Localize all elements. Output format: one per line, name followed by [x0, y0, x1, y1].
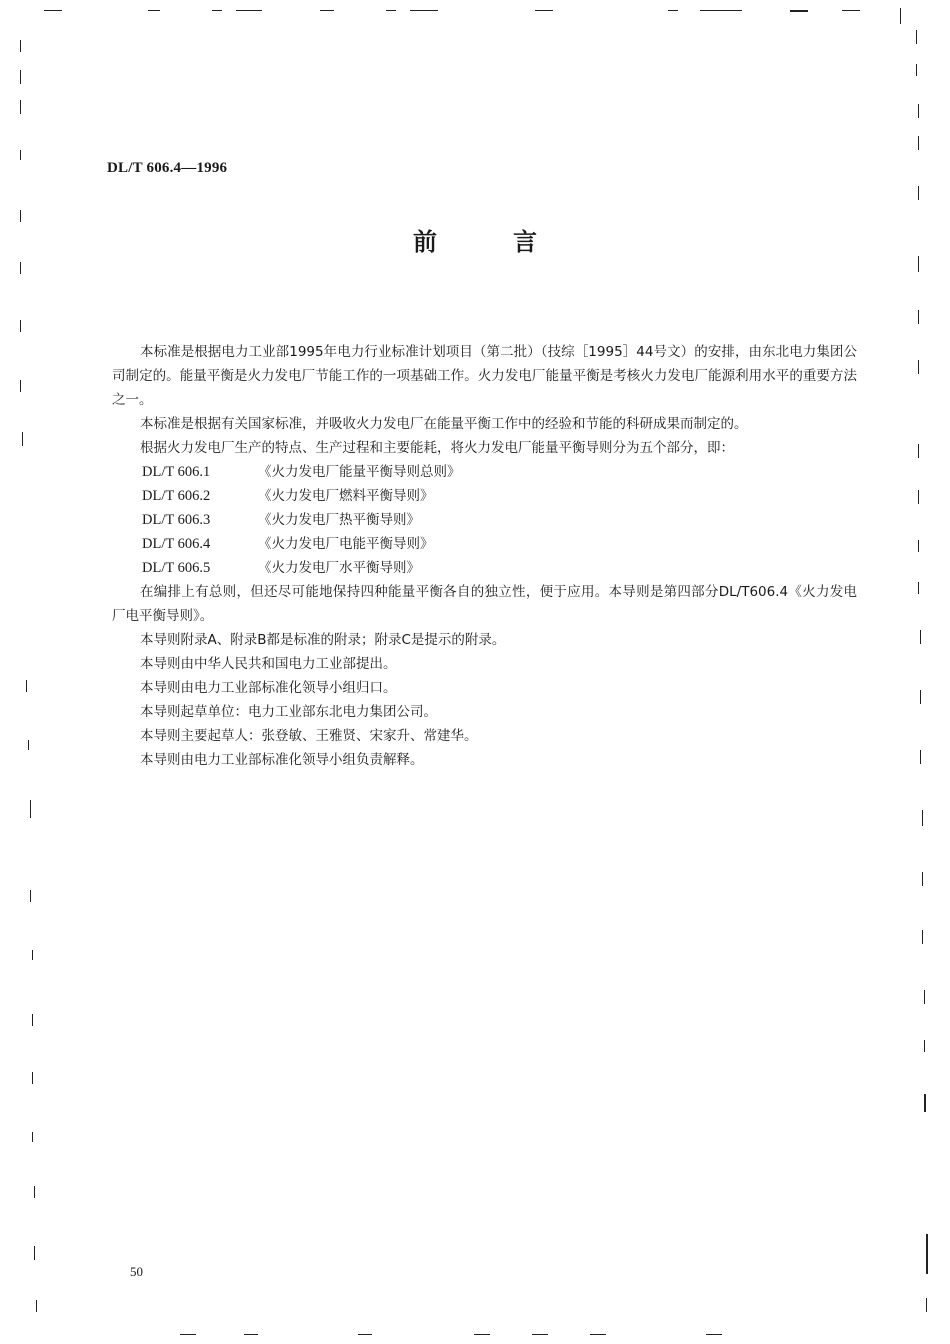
scan-artifact [30, 890, 31, 902]
scan-artifact [918, 310, 919, 324]
scan-artifact [148, 10, 160, 11]
scan-artifact [44, 10, 62, 11]
scan-artifact [922, 872, 923, 886]
scan-artifact [34, 1246, 35, 1260]
scan-artifact [36, 1300, 37, 1312]
parts-list [112, 460, 857, 580]
scan-artifact [20, 70, 21, 84]
scan-artifact [410, 10, 438, 11]
part-code: DL/T 606.3 [142, 512, 211, 528]
scan-artifact [924, 1094, 926, 1112]
scan-artifact [918, 360, 919, 374]
paragraph-administrator: 本导则由电力工业部标准化领导小组归口。 [140, 680, 397, 696]
scan-artifact [916, 64, 917, 76]
paragraph-origin: 本标准是根据电力工业部1995年电力行业标准计划项目（第二批）（技综［1995］44号文）的安排，由东北电力集团公司制定的。能量平衡是火力发电厂节能工作的一项基础工作。火力发电厂能量平衡是考核火力发电厂能源利用水平的重要方法之一。 [112, 344, 857, 408]
scan-artifact [700, 10, 742, 11]
scan-artifact [790, 10, 808, 12]
list-item [142, 532, 857, 556]
part-name: 《火力发电厂电能平衡导则》 [258, 536, 434, 552]
scan-artifact [535, 10, 553, 11]
part-name: 《火力发电厂能量平衡导则总则》 [258, 464, 461, 480]
scan-artifact [918, 256, 919, 272]
list-item [142, 484, 857, 508]
part-name: 《火力发电厂水平衡导则》 [258, 560, 420, 576]
paragraph-interpretation: 本导则由电力工业部标准化领导小组负责解释。 [140, 752, 424, 768]
scan-artifact [920, 630, 921, 644]
scan-artifact [20, 100, 21, 114]
scan-artifact [920, 750, 921, 764]
part-code: DL/T 606.4 [142, 536, 211, 552]
scan-artifact [20, 320, 21, 332]
scan-artifact [20, 210, 21, 222]
foreword-body [112, 340, 857, 772]
paragraph-arrangement: 在编排上有总则，但还尽可能地保持四种能量平衡各自的独立性，便于应用。本导则是第四部分DL/T606.4《火力发电厂电平衡导则》。 [112, 584, 857, 624]
page-title [0, 222, 950, 257]
scan-artifact [320, 10, 334, 11]
scan-artifact [668, 10, 678, 11]
scan-artifact [918, 490, 919, 504]
scan-artifact [180, 1334, 196, 1335]
scan-artifact [532, 1334, 548, 1335]
scan-artifact [28, 740, 29, 750]
scan-artifact [34, 1186, 35, 1198]
scan-artifact [20, 40, 21, 52]
scan-artifact [26, 680, 27, 692]
scan-artifact [20, 150, 21, 160]
list-item [142, 460, 857, 484]
scan-artifact [22, 432, 23, 446]
scan-artifact [236, 10, 262, 11]
paragraph-parts-intro: 根据火力发电厂生产的特点、生产过程和主要能耗，将火力发电厂能量平衡导则分为五个部分，即： [140, 440, 734, 456]
scan-artifact [20, 262, 21, 274]
title-char-2: 言 [513, 228, 537, 256]
scan-artifact [922, 930, 923, 944]
paragraph-proposer: 本导则由中华人民共和国电力工业部提出。 [140, 656, 397, 672]
scan-artifact [32, 1014, 33, 1026]
standard-code: DL/T 606.4—1996 [107, 160, 228, 176]
part-name: 《火力发电厂燃料平衡导则》 [258, 488, 434, 504]
scan-artifact [918, 104, 919, 118]
part-code: DL/T 606.5 [142, 560, 211, 576]
list-item [142, 508, 857, 532]
paragraph-basis: 本标准是根据有关国家标准，并吸收火力发电厂在能量平衡工作中的经验和节能的科研成果而制定的。 [140, 416, 748, 432]
scan-artifact [30, 800, 31, 818]
scan-artifact [924, 990, 925, 1004]
scan-artifact [900, 8, 901, 24]
scan-artifact [918, 136, 919, 150]
scan-artifact [706, 1334, 722, 1335]
scan-artifact [212, 10, 222, 11]
part-code: DL/T 606.1 [142, 464, 211, 480]
scan-artifact [244, 1334, 258, 1335]
scan-artifact [20, 380, 21, 392]
scan-artifact [474, 1334, 490, 1335]
scan-artifact [918, 582, 919, 594]
scan-artifact [386, 10, 396, 11]
paragraph-drafters: 本导则主要起草人：张登敏、王雅贤、宋家升、常建华。 [140, 728, 478, 744]
title-char-1: 前 [413, 228, 437, 256]
scan-artifact [32, 1132, 33, 1142]
paragraph-drafting-unit: 本导则起草单位：电力工业部东北电力集团公司。 [140, 704, 437, 720]
part-code: DL/T 606.2 [142, 488, 211, 504]
scan-artifact [922, 810, 923, 826]
scan-artifact [590, 1334, 606, 1335]
scan-artifact [924, 1040, 925, 1052]
scan-artifact [32, 1072, 33, 1084]
scan-artifact [926, 1234, 928, 1274]
scan-artifact [920, 690, 921, 704]
scan-artifact [918, 444, 919, 458]
list-item [142, 556, 857, 580]
scan-artifact [918, 186, 919, 200]
scan-artifact [32, 950, 33, 960]
scan-artifact [358, 1334, 372, 1335]
scan-artifact [916, 30, 917, 44]
page-number: 50 [130, 1264, 143, 1279]
paragraph-appendices: 本导则附录A、附录B都是标准的附录；附录C是提示的附录。 [140, 632, 506, 648]
scan-artifact [842, 10, 860, 11]
scan-artifact [918, 540, 919, 552]
scan-artifact [926, 1298, 927, 1312]
part-name: 《火力发电厂热平衡导则》 [258, 512, 420, 528]
